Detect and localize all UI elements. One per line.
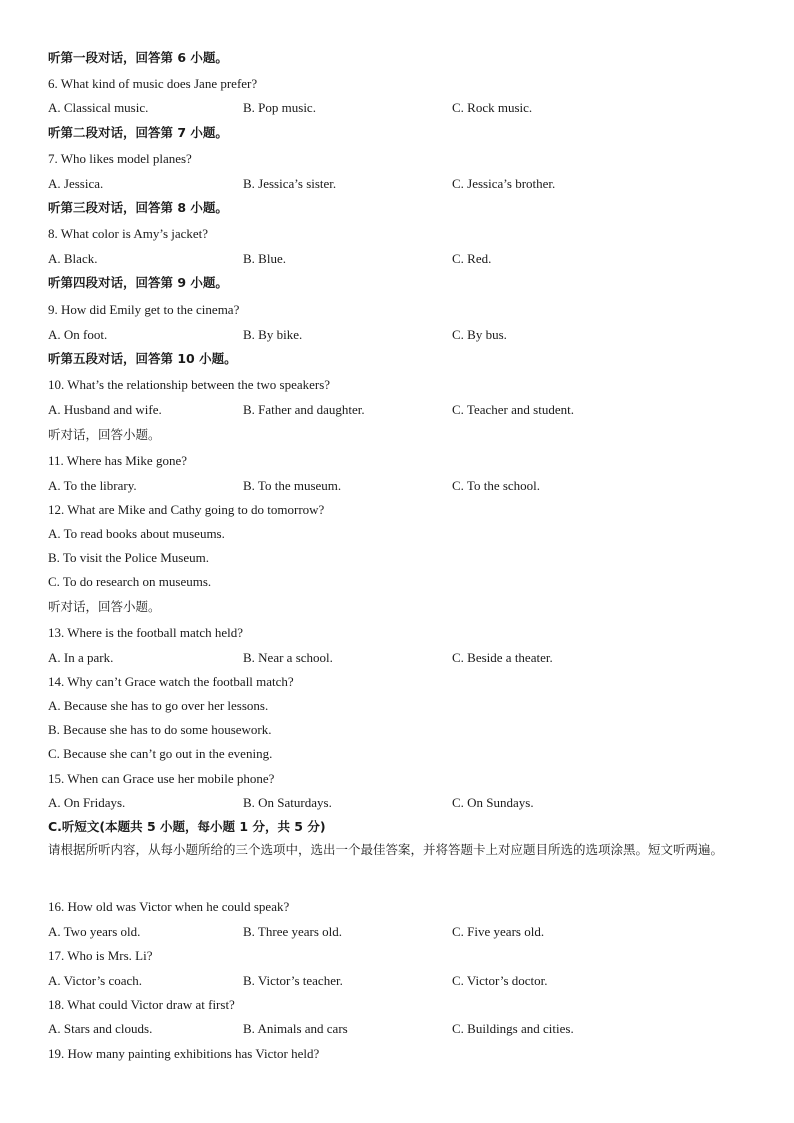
option-a: A. In a park. bbox=[48, 650, 114, 665]
option-line: B. Because she has to do some housework. bbox=[48, 722, 272, 737]
option-c: C. To the school. bbox=[452, 478, 541, 493]
section-header: 听第五段对话，回答第 10 小题。 bbox=[48, 351, 237, 366]
option-line: A. Because she has to go over her lessons. bbox=[48, 698, 269, 713]
question-text: 18. What could Victor draw at first? bbox=[48, 997, 235, 1012]
option-a: A. Husband and wife. bbox=[48, 402, 162, 417]
section-header: 听第二段对话，回答第 7 小题。 bbox=[48, 125, 228, 140]
section-header: 听第一段对话，回答第 6 小题。 bbox=[48, 50, 228, 65]
section-note: 听对话，回答小题。 bbox=[48, 427, 161, 442]
option-a: A. Stars and clouds. bbox=[48, 1021, 153, 1036]
question-text: 12. What are Mike and Cathy going to do tomorrow? bbox=[48, 502, 325, 517]
section-header: C.听短文(本题共 5 小题，每小题 1 分，共 5 分) bbox=[48, 819, 326, 834]
option-line: A. To read books about museums. bbox=[48, 526, 225, 541]
option-a: A. On Fridays. bbox=[48, 795, 126, 810]
option-c: C. Red. bbox=[452, 251, 492, 266]
option-b: B. Victor’s teacher. bbox=[243, 973, 343, 988]
option-b: B. By bike. bbox=[243, 327, 303, 342]
option-c: C. Five years old. bbox=[452, 924, 545, 939]
section-header: 听第四段对话，回答第 9 小题。 bbox=[48, 275, 228, 290]
question-text: 7. Who likes model planes? bbox=[48, 151, 192, 166]
question-text: 15. When can Grace use her mobile phone? bbox=[48, 771, 275, 786]
section-note: 听对话，回答小题。 bbox=[48, 599, 161, 614]
option-a: A. Two years old. bbox=[48, 924, 141, 939]
option-b: B. On Saturdays. bbox=[243, 795, 332, 810]
section-header: 听第三段对话，回答第 8 小题。 bbox=[48, 200, 228, 215]
option-a: A. Classical music. bbox=[48, 100, 149, 115]
instruction-paragraph: 请根据所听内容，从每小题所给的三个选项中，选出一个最佳答案，并将答题卡上对应题目所选的选项涂黑。短文听两遍。 bbox=[48, 842, 724, 857]
option-a: A. Jessica. bbox=[48, 176, 104, 191]
option-c: C. Rock music. bbox=[452, 100, 533, 115]
option-b: B. Animals and cars bbox=[243, 1021, 348, 1036]
option-c: C. By bus. bbox=[452, 327, 507, 342]
option-b: B. Near a school. bbox=[243, 650, 333, 665]
option-c: C. Jessica’s brother. bbox=[452, 176, 556, 191]
option-line: C. Because she can’t go out in the evening. bbox=[48, 746, 273, 761]
option-a: A. On foot. bbox=[48, 327, 108, 342]
option-a: A. To the library. bbox=[48, 478, 137, 493]
option-b: B. Father and daughter. bbox=[243, 402, 365, 417]
option-a: A. Victor’s coach. bbox=[48, 973, 143, 988]
question-text: 11. Where has Mike gone? bbox=[48, 453, 187, 468]
option-b: B. Blue. bbox=[243, 251, 286, 266]
question-text: 14. Why can’t Grace watch the football match? bbox=[48, 674, 294, 689]
option-b: B. Jessica’s sister. bbox=[243, 176, 337, 191]
question-text: 8. What color is Amy’s jacket? bbox=[48, 226, 209, 241]
option-b: B. Pop music. bbox=[243, 100, 316, 115]
option-c: C. Buildings and cities. bbox=[452, 1021, 574, 1036]
option-line: C. To do research on museums. bbox=[48, 574, 212, 589]
option-c: C. Teacher and student. bbox=[452, 402, 574, 417]
question-text: 13. Where is the football match held? bbox=[48, 625, 244, 640]
option-a: A. Black. bbox=[48, 251, 98, 266]
option-c: C. On Sundays. bbox=[452, 795, 534, 810]
question-text: 19. How many painting exhibitions has Victor held? bbox=[48, 1046, 320, 1061]
option-b: B. To the museum. bbox=[243, 478, 342, 493]
option-c: C. Victor’s doctor. bbox=[452, 973, 548, 988]
question-text: 6. What kind of music does Jane prefer? bbox=[48, 76, 258, 91]
option-b: B. Three years old. bbox=[243, 924, 343, 939]
question-text: 10. What’s the relationship between the two speakers? bbox=[48, 377, 331, 392]
question-text: 9. How did Emily get to the cinema? bbox=[48, 302, 240, 317]
question-text: 17. Who is Mrs. Li? bbox=[48, 948, 153, 963]
option-line: B. To visit the Police Museum. bbox=[48, 550, 209, 565]
question-text: 16. How old was Victor when he could speak? bbox=[48, 899, 290, 914]
option-c: C. Beside a theater. bbox=[452, 650, 553, 665]
